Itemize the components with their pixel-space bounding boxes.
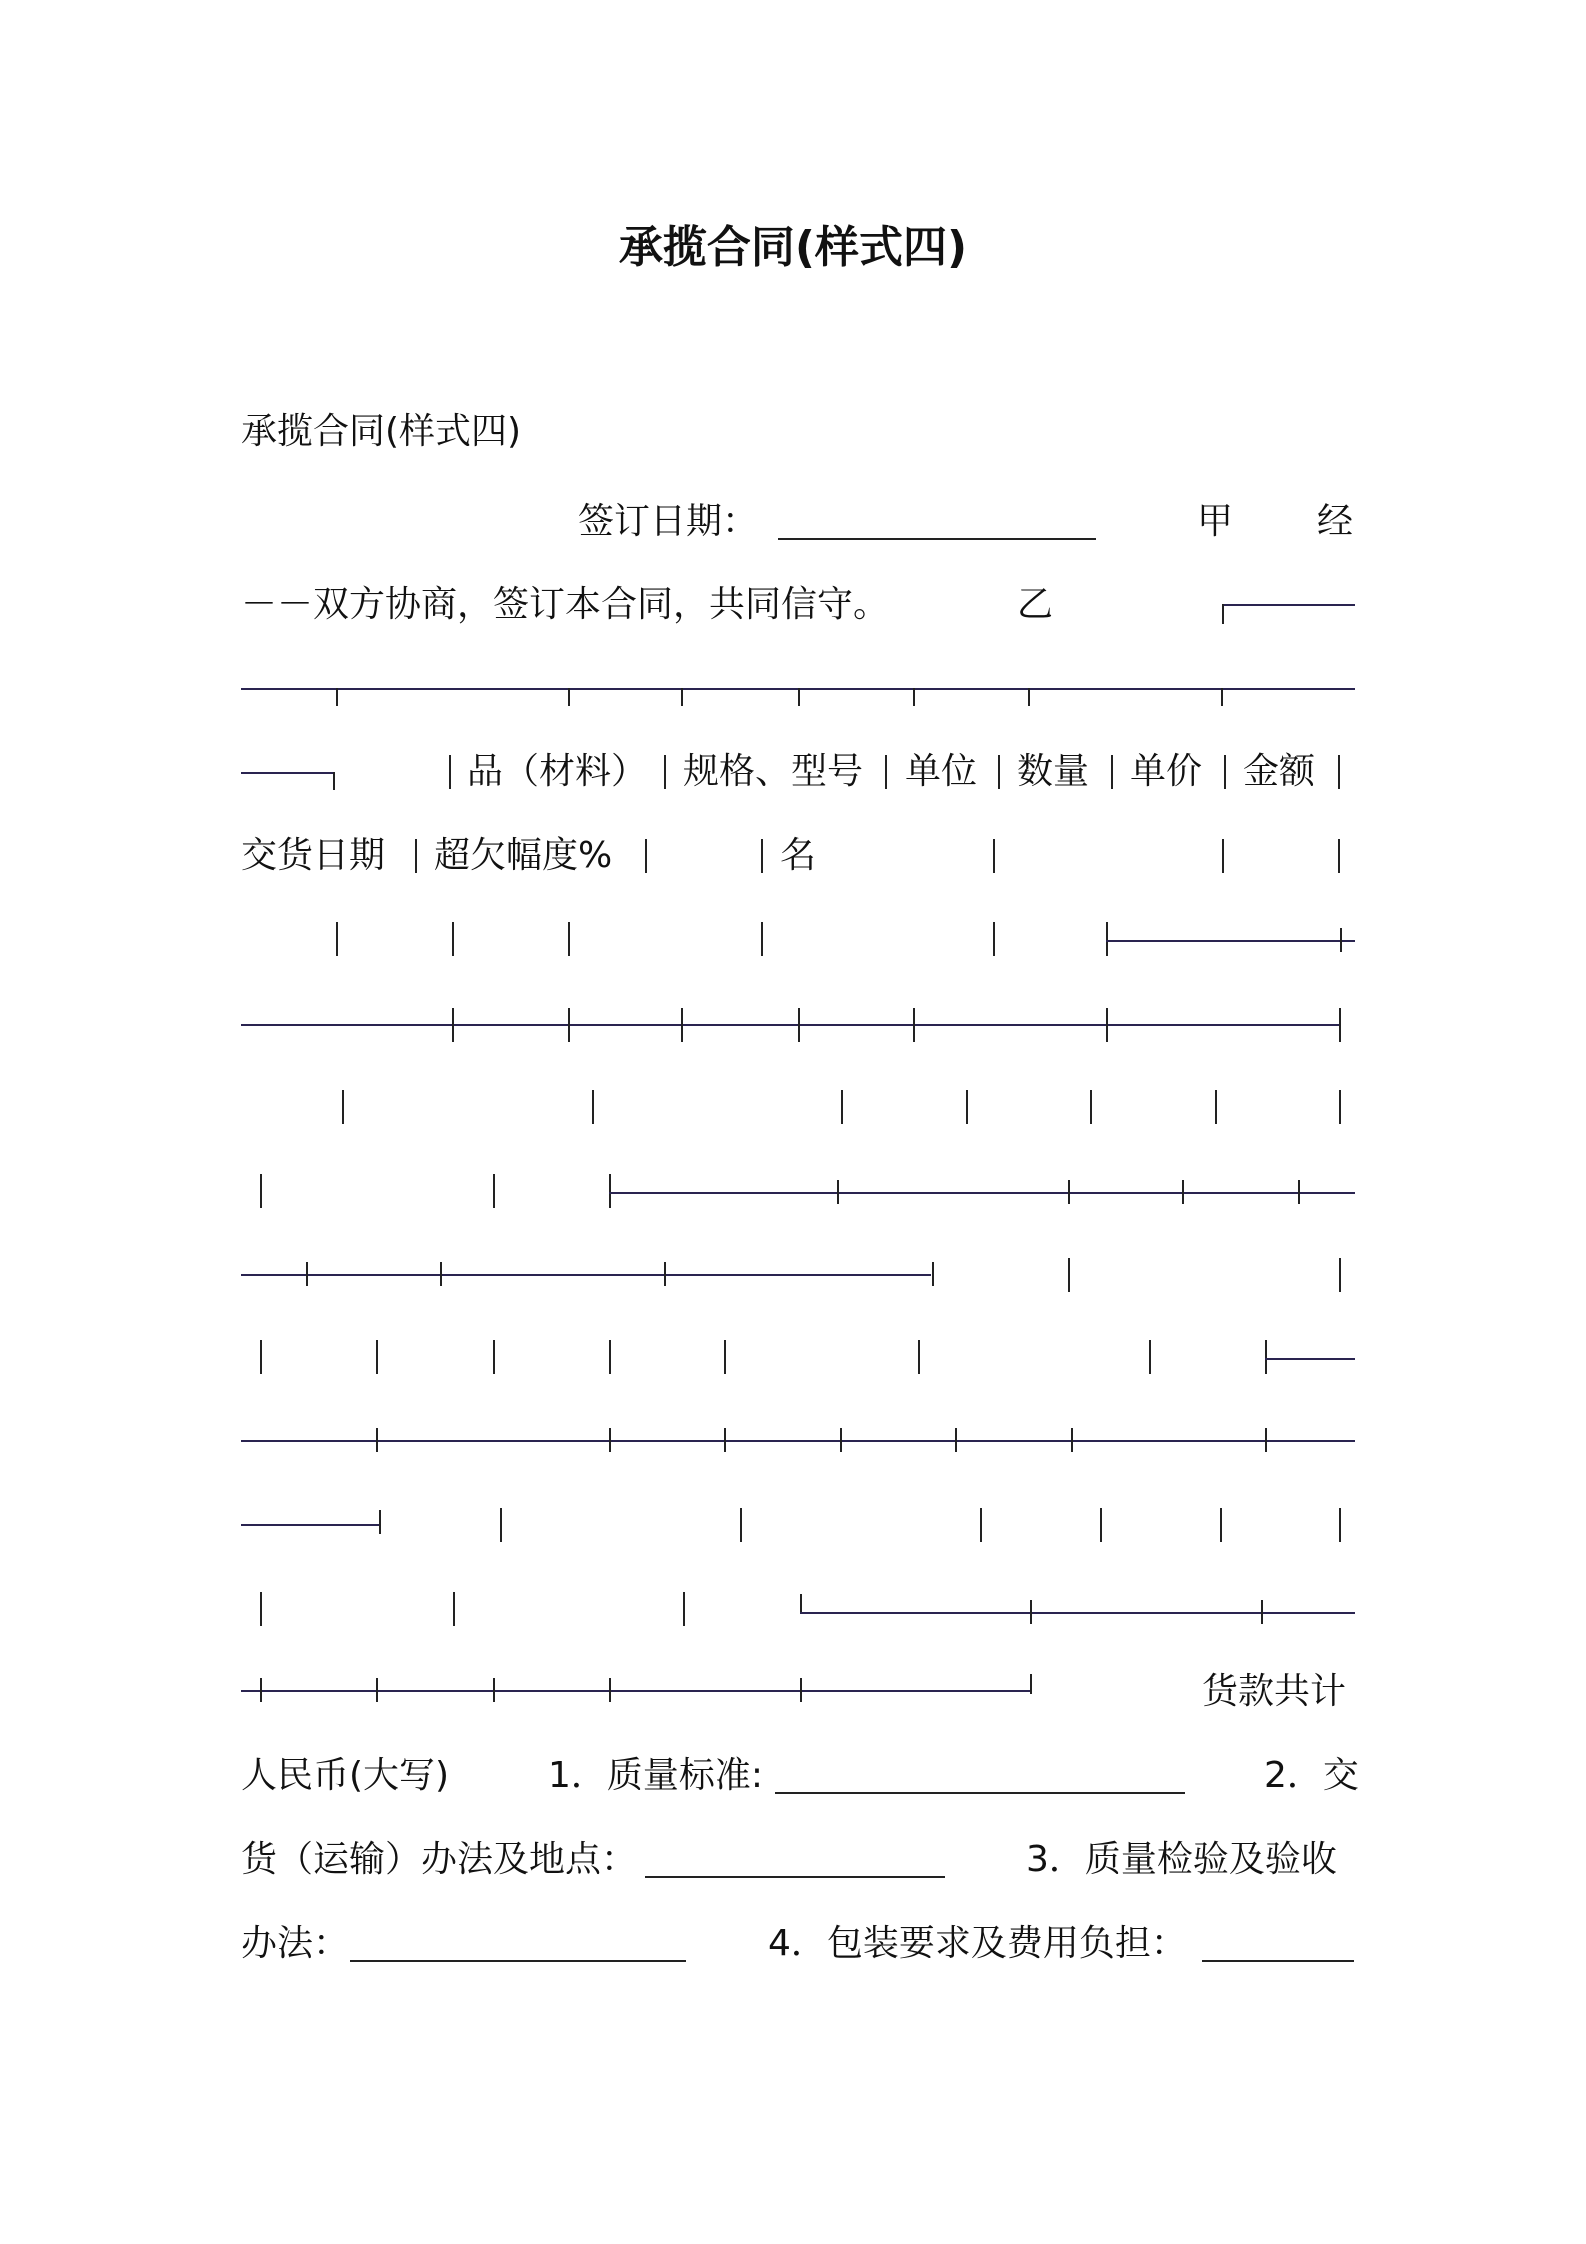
table-divider — [645, 839, 647, 873]
header-unit: 单位 — [905, 751, 978, 792]
table-rule-2 — [241, 1024, 1341, 1026]
name-label: 名 — [780, 835, 817, 876]
table-tick — [336, 688, 338, 706]
table-divider — [993, 839, 995, 873]
table-tick — [1221, 688, 1223, 706]
table-divider — [415, 839, 417, 873]
table-divider — [761, 839, 763, 873]
table-divider — [1111, 755, 1113, 789]
table-tick — [1068, 1180, 1070, 1204]
table-divider — [453, 1592, 455, 1626]
table-tick — [1340, 928, 1342, 952]
delivery-date-label: 交货日期 — [241, 835, 386, 876]
table-divider — [1220, 1508, 1222, 1542]
table-tick — [333, 772, 335, 790]
table-tick — [493, 1678, 495, 1702]
table-corner — [1222, 604, 1224, 624]
clause3-tail: 办法： — [241, 1923, 350, 1964]
table-tick — [1298, 1180, 1300, 1204]
table-corner — [800, 1594, 802, 1614]
table-tick — [840, 1428, 842, 1452]
negotiation-text: －－双方协商，签订本合同，共同信守。 — [241, 584, 890, 625]
table-tick — [932, 1262, 934, 1286]
table-divider — [1100, 1508, 1102, 1542]
table-divider — [1338, 755, 1340, 789]
table-tick — [379, 1510, 381, 1534]
table-rule-dashed — [241, 1274, 931, 1276]
table-tick — [1030, 1600, 1032, 1624]
clause1-label: 1．质量标准: — [548, 1755, 764, 1796]
table-divider — [1224, 755, 1226, 789]
table-tick — [609, 1678, 611, 1702]
clause2-blank[interactable] — [645, 1876, 945, 1878]
table-divider — [1106, 922, 1108, 956]
table-tick — [798, 688, 800, 706]
table-tick — [955, 1428, 957, 1452]
table-divider — [841, 1090, 843, 1124]
header-material: 品（材料） — [467, 751, 648, 792]
table-tick — [440, 1262, 442, 1286]
table-tick — [1071, 1428, 1073, 1452]
table-divider — [683, 1592, 685, 1626]
table-divider — [260, 1340, 262, 1374]
table-top-border — [1222, 604, 1355, 606]
table-divider — [493, 1340, 495, 1374]
clause2-head: 2．交 — [1264, 1755, 1359, 1796]
table-rule — [1106, 940, 1355, 942]
header-amount: 金额 — [1243, 751, 1316, 792]
table-divider — [980, 1508, 982, 1542]
table-divider — [376, 1340, 378, 1374]
table-divider — [761, 922, 763, 956]
table-divider — [998, 755, 1000, 789]
table-divider — [1339, 1090, 1341, 1124]
table-divider — [342, 1090, 344, 1124]
table-tick — [913, 688, 915, 706]
table-divider — [681, 1008, 683, 1042]
clause1-blank[interactable] — [775, 1792, 1185, 1794]
table-divider — [452, 922, 454, 956]
table-tick — [260, 1678, 262, 1702]
table-divider — [568, 1008, 570, 1042]
party-a-label: 甲 — [1197, 501, 1234, 542]
table-divider — [798, 1008, 800, 1042]
table-divider — [609, 1340, 611, 1374]
table-divider — [260, 1174, 262, 1208]
table-rule-short — [241, 1524, 379, 1526]
table-divider — [1339, 1008, 1341, 1042]
header-quantity: 数量 — [1017, 751, 1090, 792]
table-divider — [500, 1508, 502, 1542]
table-tick — [568, 688, 570, 706]
table-divider — [740, 1508, 742, 1542]
table-rule — [800, 1612, 1355, 1614]
table-divider — [1265, 1340, 1267, 1374]
header-unit-price: 单价 — [1130, 751, 1203, 792]
table-tick — [800, 1678, 802, 1702]
table-divider — [966, 1090, 968, 1124]
table-divider — [1090, 1090, 1092, 1124]
document-title: 承揽合同(样式四) — [618, 222, 968, 273]
table-divider — [609, 1174, 611, 1208]
table-divider — [260, 1592, 262, 1626]
clause3-head: 3．质量检验及验收 — [1026, 1839, 1337, 1880]
table-divider — [1215, 1090, 1217, 1124]
table-bottom-border — [241, 1690, 1031, 1692]
table-tick — [1028, 688, 1030, 706]
table-rule-short — [241, 772, 333, 774]
table-rule-3 — [241, 1440, 1355, 1442]
clause3-blank[interactable] — [350, 1960, 686, 1962]
table-divider — [1149, 1340, 1151, 1374]
table-divider — [993, 922, 995, 956]
table-divider — [1068, 1258, 1070, 1292]
party-b-label: 乙 — [1017, 584, 1054, 625]
table-tick — [1261, 1600, 1263, 1624]
table-divider — [336, 922, 338, 956]
table-tick — [1182, 1180, 1184, 1204]
table-divider — [1339, 1258, 1341, 1292]
table-divider — [1222, 839, 1224, 873]
table-divider — [724, 1340, 726, 1374]
header-spec: 规格、型号 — [683, 751, 864, 792]
table-tick — [376, 1678, 378, 1702]
table-tick — [664, 1262, 666, 1286]
party-a-tail: 经 — [1317, 501, 1354, 542]
sign-date-blank[interactable] — [778, 538, 1096, 540]
sign-date-label: 签订日期： — [578, 501, 759, 542]
table-divider — [449, 755, 451, 789]
table-rule — [609, 1192, 1355, 1194]
table-tick — [306, 1262, 308, 1286]
table-corner — [1030, 1674, 1032, 1694]
table-tick — [724, 1428, 726, 1452]
table-divider — [664, 755, 666, 789]
table-tick — [1265, 1428, 1267, 1452]
table-rule — [1265, 1358, 1355, 1360]
table-tick — [376, 1428, 378, 1452]
table-divider — [1338, 839, 1340, 873]
overdue-range-label: 超欠幅度% — [434, 835, 613, 876]
table-divider — [592, 1090, 594, 1124]
table-divider — [913, 1008, 915, 1042]
clause2-tail: 货（运输）办法及地点： — [241, 1839, 638, 1880]
table-divider — [918, 1340, 920, 1374]
clause4-label: 4．包装要求及费用负担： — [768, 1923, 1187, 1964]
table-divider — [1106, 1008, 1108, 1042]
table-divider — [493, 1174, 495, 1208]
table-divider — [568, 922, 570, 956]
clause4-blank[interactable] — [1202, 1960, 1354, 1962]
table-tick — [837, 1180, 839, 1204]
document-subtitle: 承揽合同(样式四) — [241, 411, 522, 452]
table-divider — [1339, 1508, 1341, 1542]
table-divider — [885, 755, 887, 789]
table-tick — [609, 1428, 611, 1452]
table-divider — [452, 1008, 454, 1042]
rmb-caps-label: 人民币(大写) — [241, 1755, 450, 1796]
table-tick — [681, 688, 683, 706]
payment-total-label: 货款共计 — [1202, 1671, 1347, 1712]
